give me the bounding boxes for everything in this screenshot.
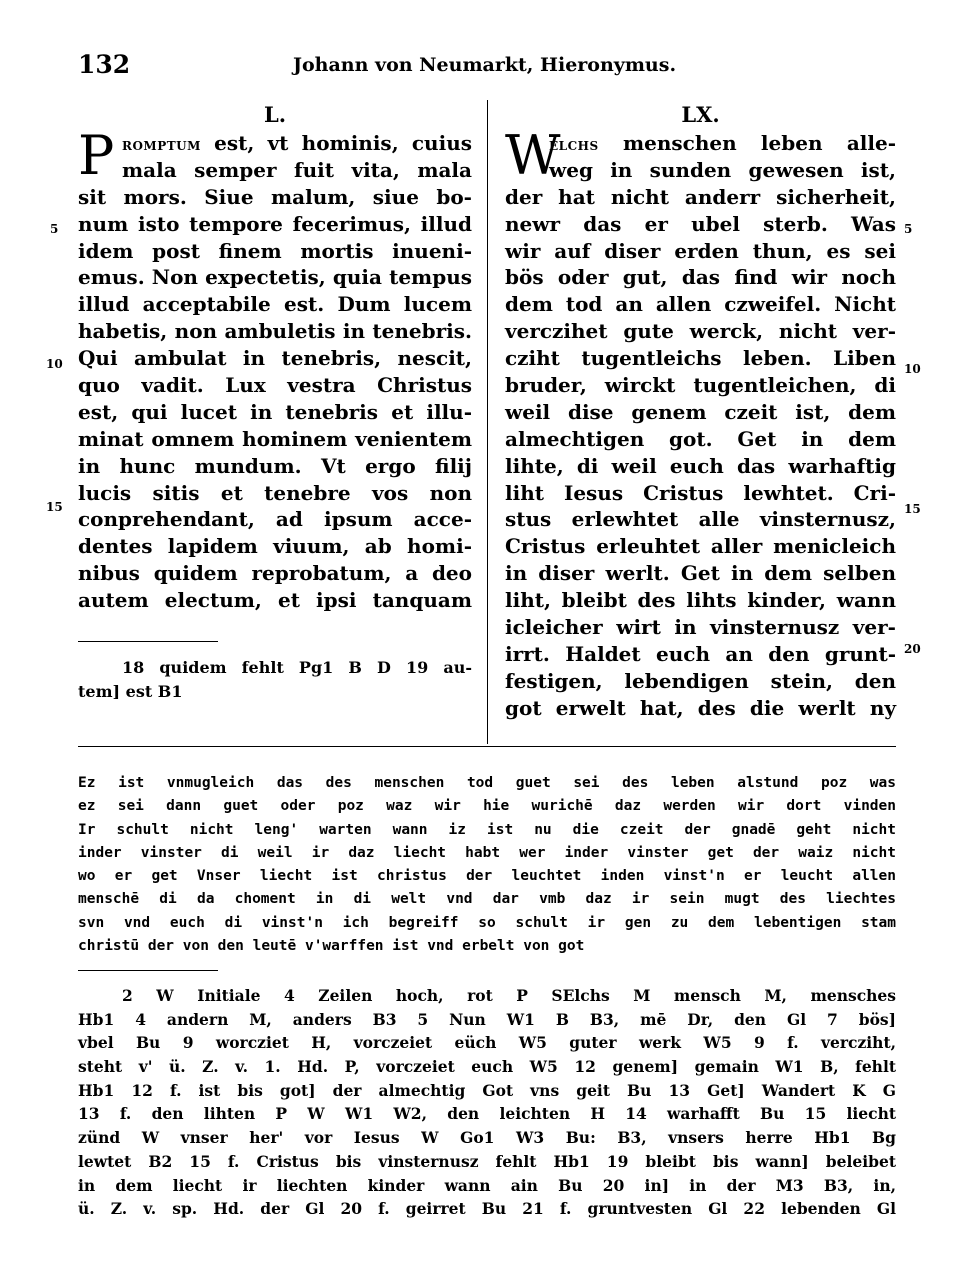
german-line xyxy=(505,130,896,157)
older-version-line: inder vinster di weil ir daz liecht habt wer inder vinster get der waiz nicht xyxy=(78,844,896,861)
german-line: liht Iesus Cristus lewhtet. Cri- xyxy=(505,480,896,505)
page-number: 132 xyxy=(78,50,131,79)
apparatus-line: 13 f. den lihten P W W1 W2, den leichten H 14 warhafft Bu 15 liecht xyxy=(78,1104,896,1124)
older-version-line: Ez ist vnmugleich das des menschen tod guet sei des leben alstund poz was xyxy=(78,775,896,791)
latin-line: habetis, non ambuletis in tenebris. xyxy=(78,319,472,344)
latin-line: illud acceptabile est. Dum lucem xyxy=(78,292,472,317)
latin-footnote-line: tem] est B1 xyxy=(78,682,183,701)
apparatus-line: vbel Bu 9 worcziet H, vorczeiet eüch W5 guter werk W5 9 f. vercziht, xyxy=(78,1033,896,1053)
german-line: dem tod an allen czweifel. Nicht xyxy=(505,292,896,317)
line-number: 15 xyxy=(904,502,921,516)
apparatus-line: Hb1 4 andern M, anders B3 5 Nun W1 B B3, mē Dr, den Gl 7 bös] xyxy=(78,1009,896,1029)
german-column xyxy=(505,100,896,722)
critical-apparatus xyxy=(78,984,896,1221)
line-number: 15 xyxy=(46,500,63,514)
latin-line: nibus quidem reprobatum, a deo xyxy=(78,561,472,586)
german-line: newr das er ubel sterb. Was xyxy=(505,211,896,236)
german-line: wir auf diser erden thun, es sei xyxy=(505,238,896,263)
apparatus-line: lewtet B2 15 f. Cristus bis vinsternusz fehlt Hb1 19 bleibt bis wann] beleibet xyxy=(78,1151,896,1171)
older-version-line: svn vnd euch di vinst'n ich begreiff so schult ir gen zu dem lebentigen stam xyxy=(78,914,896,931)
footnote-rule xyxy=(78,641,218,642)
latin-line: in hunc mundum. Vt ergo filij xyxy=(78,453,472,478)
latin-line-rest: est, vt hominis, cuius xyxy=(200,131,472,155)
latin-line: Qui ambulat in tenebris, nescit, xyxy=(78,346,472,371)
german-line: stus erlewhtet alle vinsternusz, xyxy=(505,507,896,532)
line-number: 5 xyxy=(904,222,913,236)
line-number: 20 xyxy=(904,642,921,656)
line-number: 10 xyxy=(904,362,921,376)
older-version-line: Ir schult nicht leng' warten wann iz ist nu die czeit der gnadē geht nicht xyxy=(78,821,896,838)
apparatus-rule xyxy=(78,970,218,971)
latin-footnote xyxy=(78,656,472,704)
latin-line: emus. Non expectetis, quia tempus xyxy=(78,265,472,290)
apparatus-line: zünd W vnser her' vor Iesus W Go1 W3 Bu: B3, vnsers herre Hb1 Bg xyxy=(78,1128,896,1148)
german-line: got erwelt hat, des die werlt ny xyxy=(505,695,896,720)
apparatus-line: in dem liecht ir liechten kinder wann ain Bu 20 in] in der M3 B3, in, xyxy=(78,1175,896,1195)
older-version-line: christū der von den leutē v'warffen ist vnd erbelt von got xyxy=(78,938,585,955)
latin-line xyxy=(78,130,472,157)
latin-line: lucis sitis et tenebre vos non xyxy=(78,480,472,505)
apparatus-line: 2 W Initiale 4 Zeilen hoch, rot P SElchs M mensch M, mensches xyxy=(122,986,896,1005)
older-version-line: wo er get Vnser liecht ist christus der leuchtet inden vinst'n er leucht allen xyxy=(78,868,896,885)
latin-line: idem post finem mortis inueni- xyxy=(78,238,472,263)
older-version-line: ez sei dann guet oder poz waz wir hie wurichē daz werden wir dort vinden xyxy=(78,798,896,815)
latin-line: conprehendant, ad ipsum acce- xyxy=(78,507,472,532)
german-line: in diser werlt. Get in dem selben xyxy=(505,561,896,586)
german-line: weg in sunden gewesen ist, xyxy=(549,157,896,182)
latin-line: num isto tempore fecerimus, illud xyxy=(78,211,472,236)
section-divider xyxy=(78,746,896,747)
german-line-rest: menschen leben alle- xyxy=(598,131,896,155)
german-small-caps: elchs xyxy=(549,135,599,155)
latin-line: quo vadit. Lux vestra Christus xyxy=(78,373,472,398)
apparatus-line: ü. Z. v. sp. Hd. der Gl 20 f. geirret Bu 21 f. gruntvesten Gl 22 lebenden Gl xyxy=(78,1199,896,1219)
german-line: almechtigen got. Get in dem xyxy=(505,426,896,451)
latin-section-heading: L. xyxy=(263,102,287,127)
line-number: 10 xyxy=(46,357,63,371)
german-line: verczihet gute werck, nicht ver- xyxy=(505,319,896,344)
line-number: 5 xyxy=(50,222,59,236)
german-line: festigen, lebendigen stein, den xyxy=(505,668,896,693)
latin-line: minat omnem hominem venientem xyxy=(78,426,472,451)
german-line: lihte, di weil euch das warhaftig xyxy=(505,453,896,478)
apparatus-line: steht v' ü. Z. v. 1. Hd. P, vorczeiet euch W5 12 genem] gemain W1 B, fehlt xyxy=(78,1057,896,1077)
german-section-heading: LX. xyxy=(681,102,720,127)
latin-small-caps: romptum xyxy=(122,135,201,155)
latin-line: mala semper fuit vita, mala xyxy=(122,157,472,182)
apparatus-line: Hb1 12 f. ist bis got] der almechtig Got vns geit Bu 13 Get] Wandert K G xyxy=(78,1080,896,1100)
german-line: weil dise genem czeit ist, dem xyxy=(505,399,896,424)
latin-initial-letter: P xyxy=(78,124,115,187)
german-line: bruder, wirckt tugentleichen, di xyxy=(505,373,896,398)
german-line: der hat nicht anderr sicherheit, xyxy=(505,184,896,209)
latin-line: autem electum, et ipsi tanquam xyxy=(78,588,472,613)
german-initial-letter: W xyxy=(505,124,561,187)
german-line: bös oder gut, das find wir noch xyxy=(505,265,896,290)
german-line: icleicher wirt in vinsternusz ver- xyxy=(505,615,896,640)
older-version-text xyxy=(78,772,896,958)
older-version-line: menschē di da choment in di welt vnd dar vmb daz ir sein mugt des liechtes xyxy=(78,891,896,908)
latin-line: dentes lapidem viuum, ab homi- xyxy=(78,534,472,559)
latin-line: est, qui lucet in tenebris et illu- xyxy=(78,399,472,424)
german-line: liht, bleibt des lihts kinder, wann xyxy=(505,588,896,613)
german-line: irrt. Haldet euch an den grunt- xyxy=(505,641,896,666)
latin-line: sit mors. Siue malum, siue bo- xyxy=(78,184,472,209)
german-line: cziht tugentleichs leben. Liben xyxy=(505,346,896,371)
latin-footnote-line: 18 quidem fehlt Pg1 B D 19 au- xyxy=(122,658,472,677)
latin-column xyxy=(78,100,472,614)
running-title: Johann von Neumarkt, Hieronymus. xyxy=(293,54,677,76)
column-divider xyxy=(487,100,488,744)
german-line: Cristus erleuhtet aller menicleich xyxy=(505,534,896,559)
